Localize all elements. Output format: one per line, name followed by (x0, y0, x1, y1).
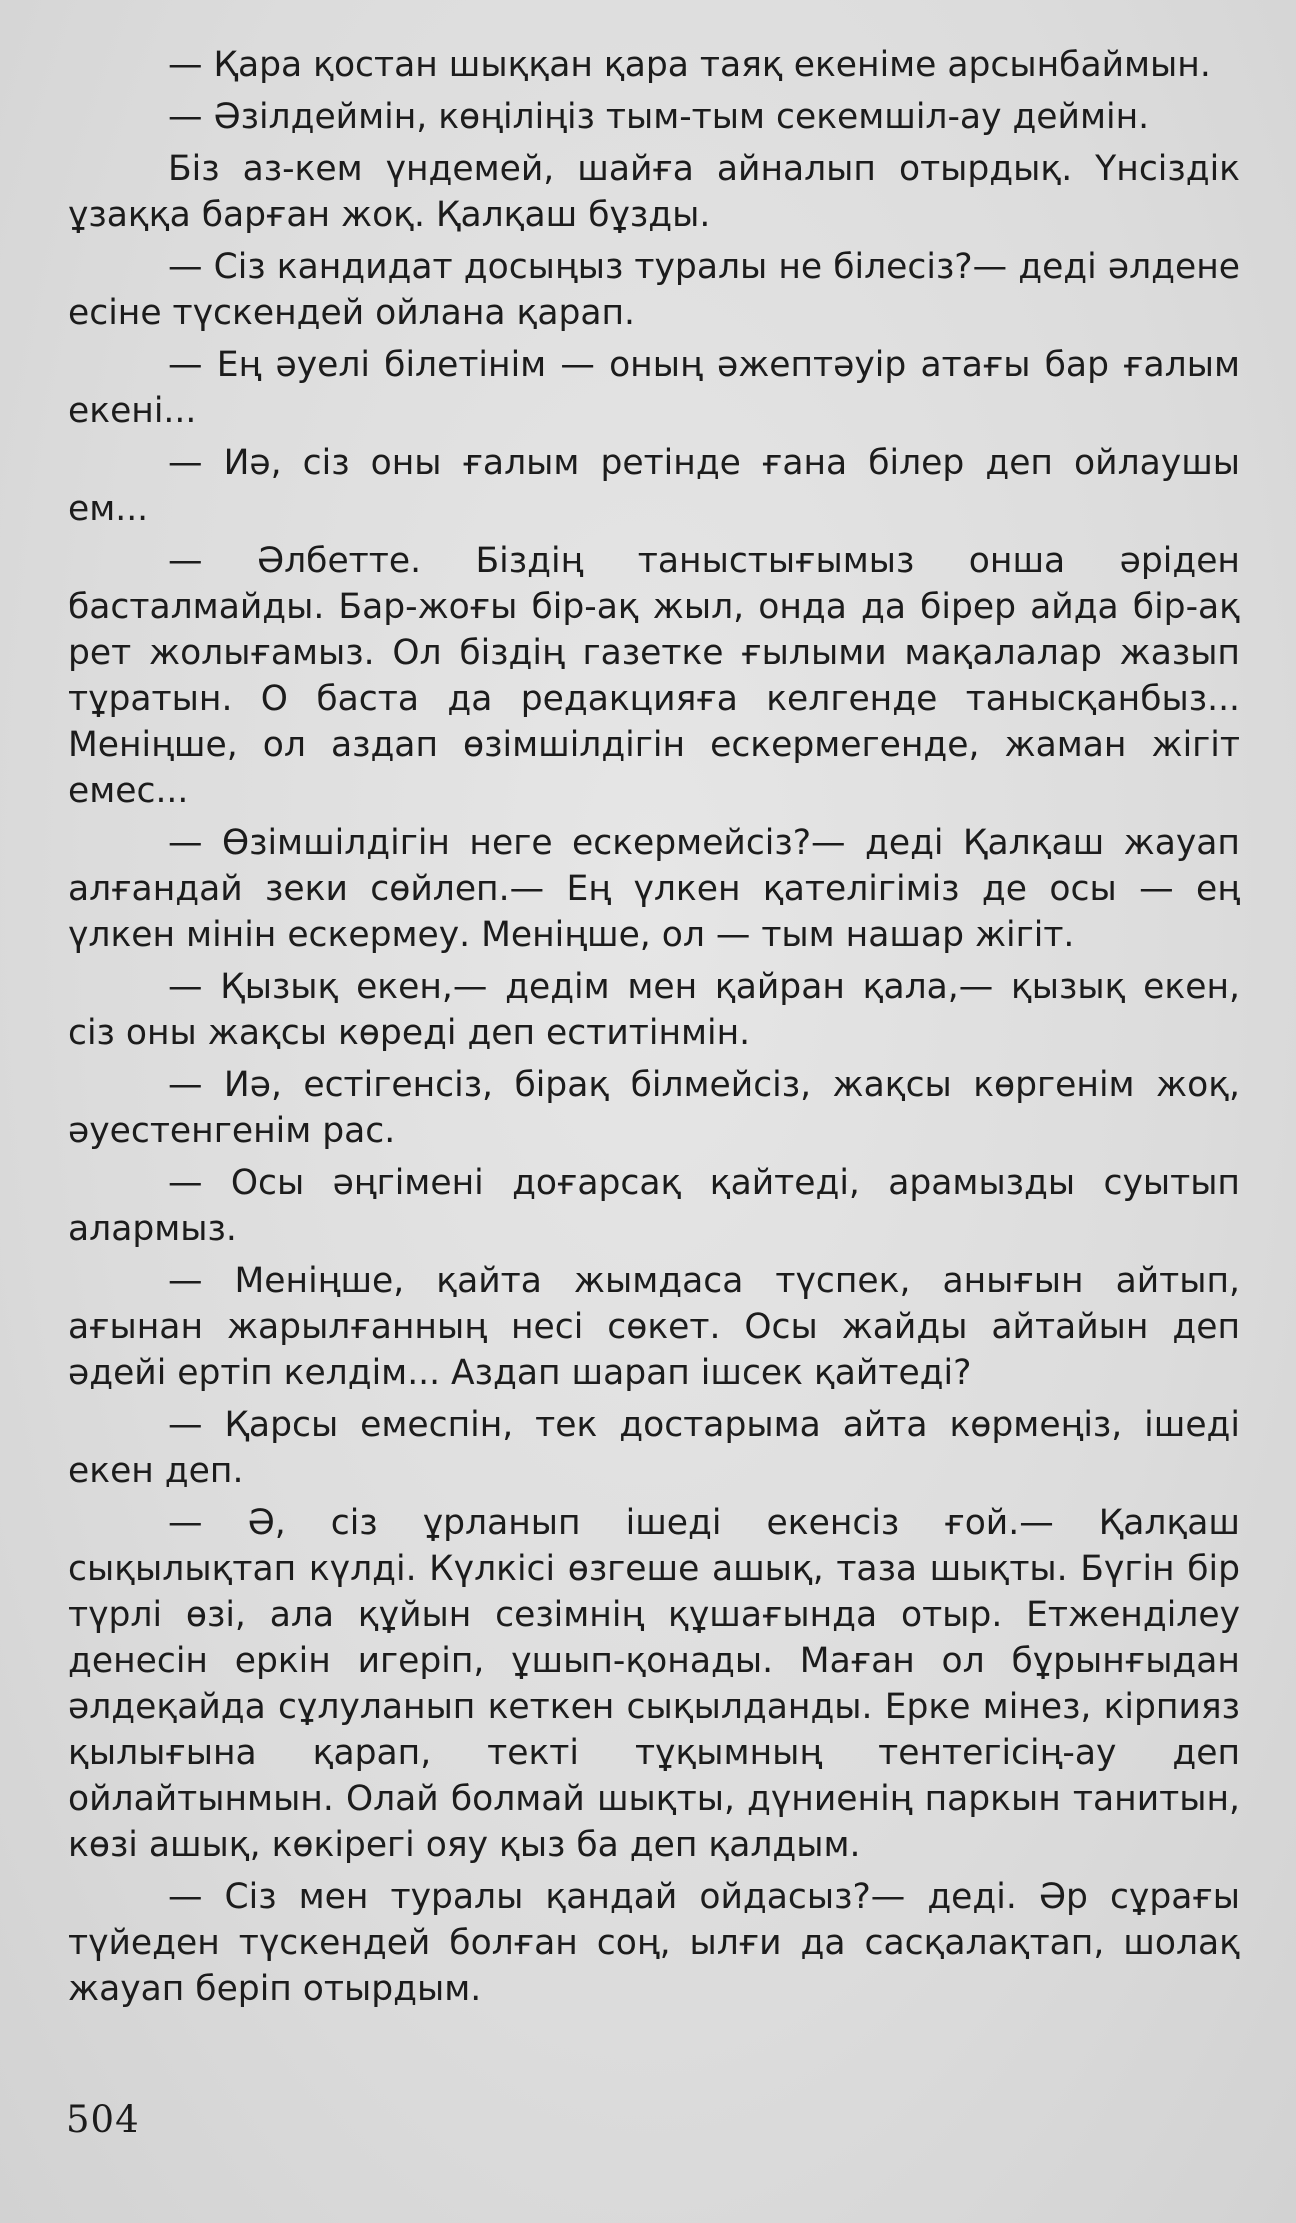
paragraph: — Иә, сіз оны ғалым ретінде ғана білер деп ойлаушы ем... (68, 443, 1240, 529)
paragraph: — Ең әуелі білетінім — оның әжептәуір атағы бар ғалым екені... (68, 345, 1240, 431)
paragraph: — Ә, сіз ұрланып ішеді екенсіз ғой.— Қалқаш сықылықтап күлді. Күлкісі өзгеше ашық, таза шықты. Бүгін бір түрлі өзі, ала құйын сезімнің құшағында отыр. Етженділеу денесін еркін игеріп, ұшып-қонады. Маған ол бұрынғыдан әлдеқайда сұлуланып кеткен сықылданды. Ерке мінез, кірпияз қылығына қарап, тектi тұқымның тентегісің-ау деп ойлайтынмын. Олай болмай шықты, дүниенің паркын танитын, көзі ашық, көкірегі ояу қыз ба деп қалдым. (68, 1503, 1240, 1865)
paragraph: — Иә, естігенсіз, бірақ білмейсіз, жақсы көргенім жоқ, әуестенгенім рас. (68, 1065, 1240, 1151)
paragraph: — Сіз мен туралы қандай ойдасыз?— деді. Әр сұрағы түйеден түскендей болған соң, ылғи да сасқалақтап, шолақ жауап беріп отырдым. (68, 1877, 1240, 2009)
paragraph: — Әзілдеймін, көңіліңіз тым-тым секемшіл-ау деймін. (168, 97, 1150, 137)
paragraph: — Қызық екен,— дедім мен қайран қала,— қызық екен, сіз оны жақсы көреді деп еститінмін. (68, 967, 1240, 1053)
paragraph: — Әлбетте. Біздің таныстығымыз онша әріден басталмайды. Бар-жоғы бір-ақ жыл, онда да бірер айда бір-ақ рет жолығамыз. Ол біздің газетке ғылыми мақалалар жазып тұратын. О баста да редакцияға келгенде танысқанбыз... Меніңше, ол аздап өзімшілдігін ескермегенде, жаман жігіт емес... (68, 541, 1240, 811)
paragraph: — Өзімшілдігін неге ескермейсіз?— деді Қалқаш жауап алғандай зеки сөйлеп.— Ең үлкен қателігіміз де осы — ең үлкен мінін ескермеу. Меніңше, ол — тым нашар жігіт. (68, 823, 1240, 955)
paragraph: Біз аз-кем үндемей, шайға айналып отырдық. Үнсіздік ұзаққа барған жоқ. Қалқаш бұзды. (68, 149, 1240, 235)
paragraph: — Қарсы емеспін, тек достарыма айта көрмеңіз, ішеді екен деп. (68, 1405, 1240, 1491)
paragraph: — Қара қостан шыққан қара таяқ екеніме арсынбаймын. (168, 45, 1211, 85)
page-number: 504 (66, 2098, 140, 2141)
page-text (68, 42, 1240, 2018)
paragraph: — Сіз кандидат досыңыз туралы не білесіз?— деді әлдене есіне түскендей ойлана қарап. (68, 247, 1240, 333)
paragraph: — Меніңше, қайта жымдаса түспек, анығын айтып, ағынан жарылғанның несі сөкет. Осы жайды айтайын деп әдейі ертіп келдім... Аздап шарап ішсек қайтеді? (68, 1261, 1240, 1393)
paragraph: — Осы әңгімені доғарсақ қайтеді, арамызды суытып алармыз. (68, 1163, 1240, 1249)
